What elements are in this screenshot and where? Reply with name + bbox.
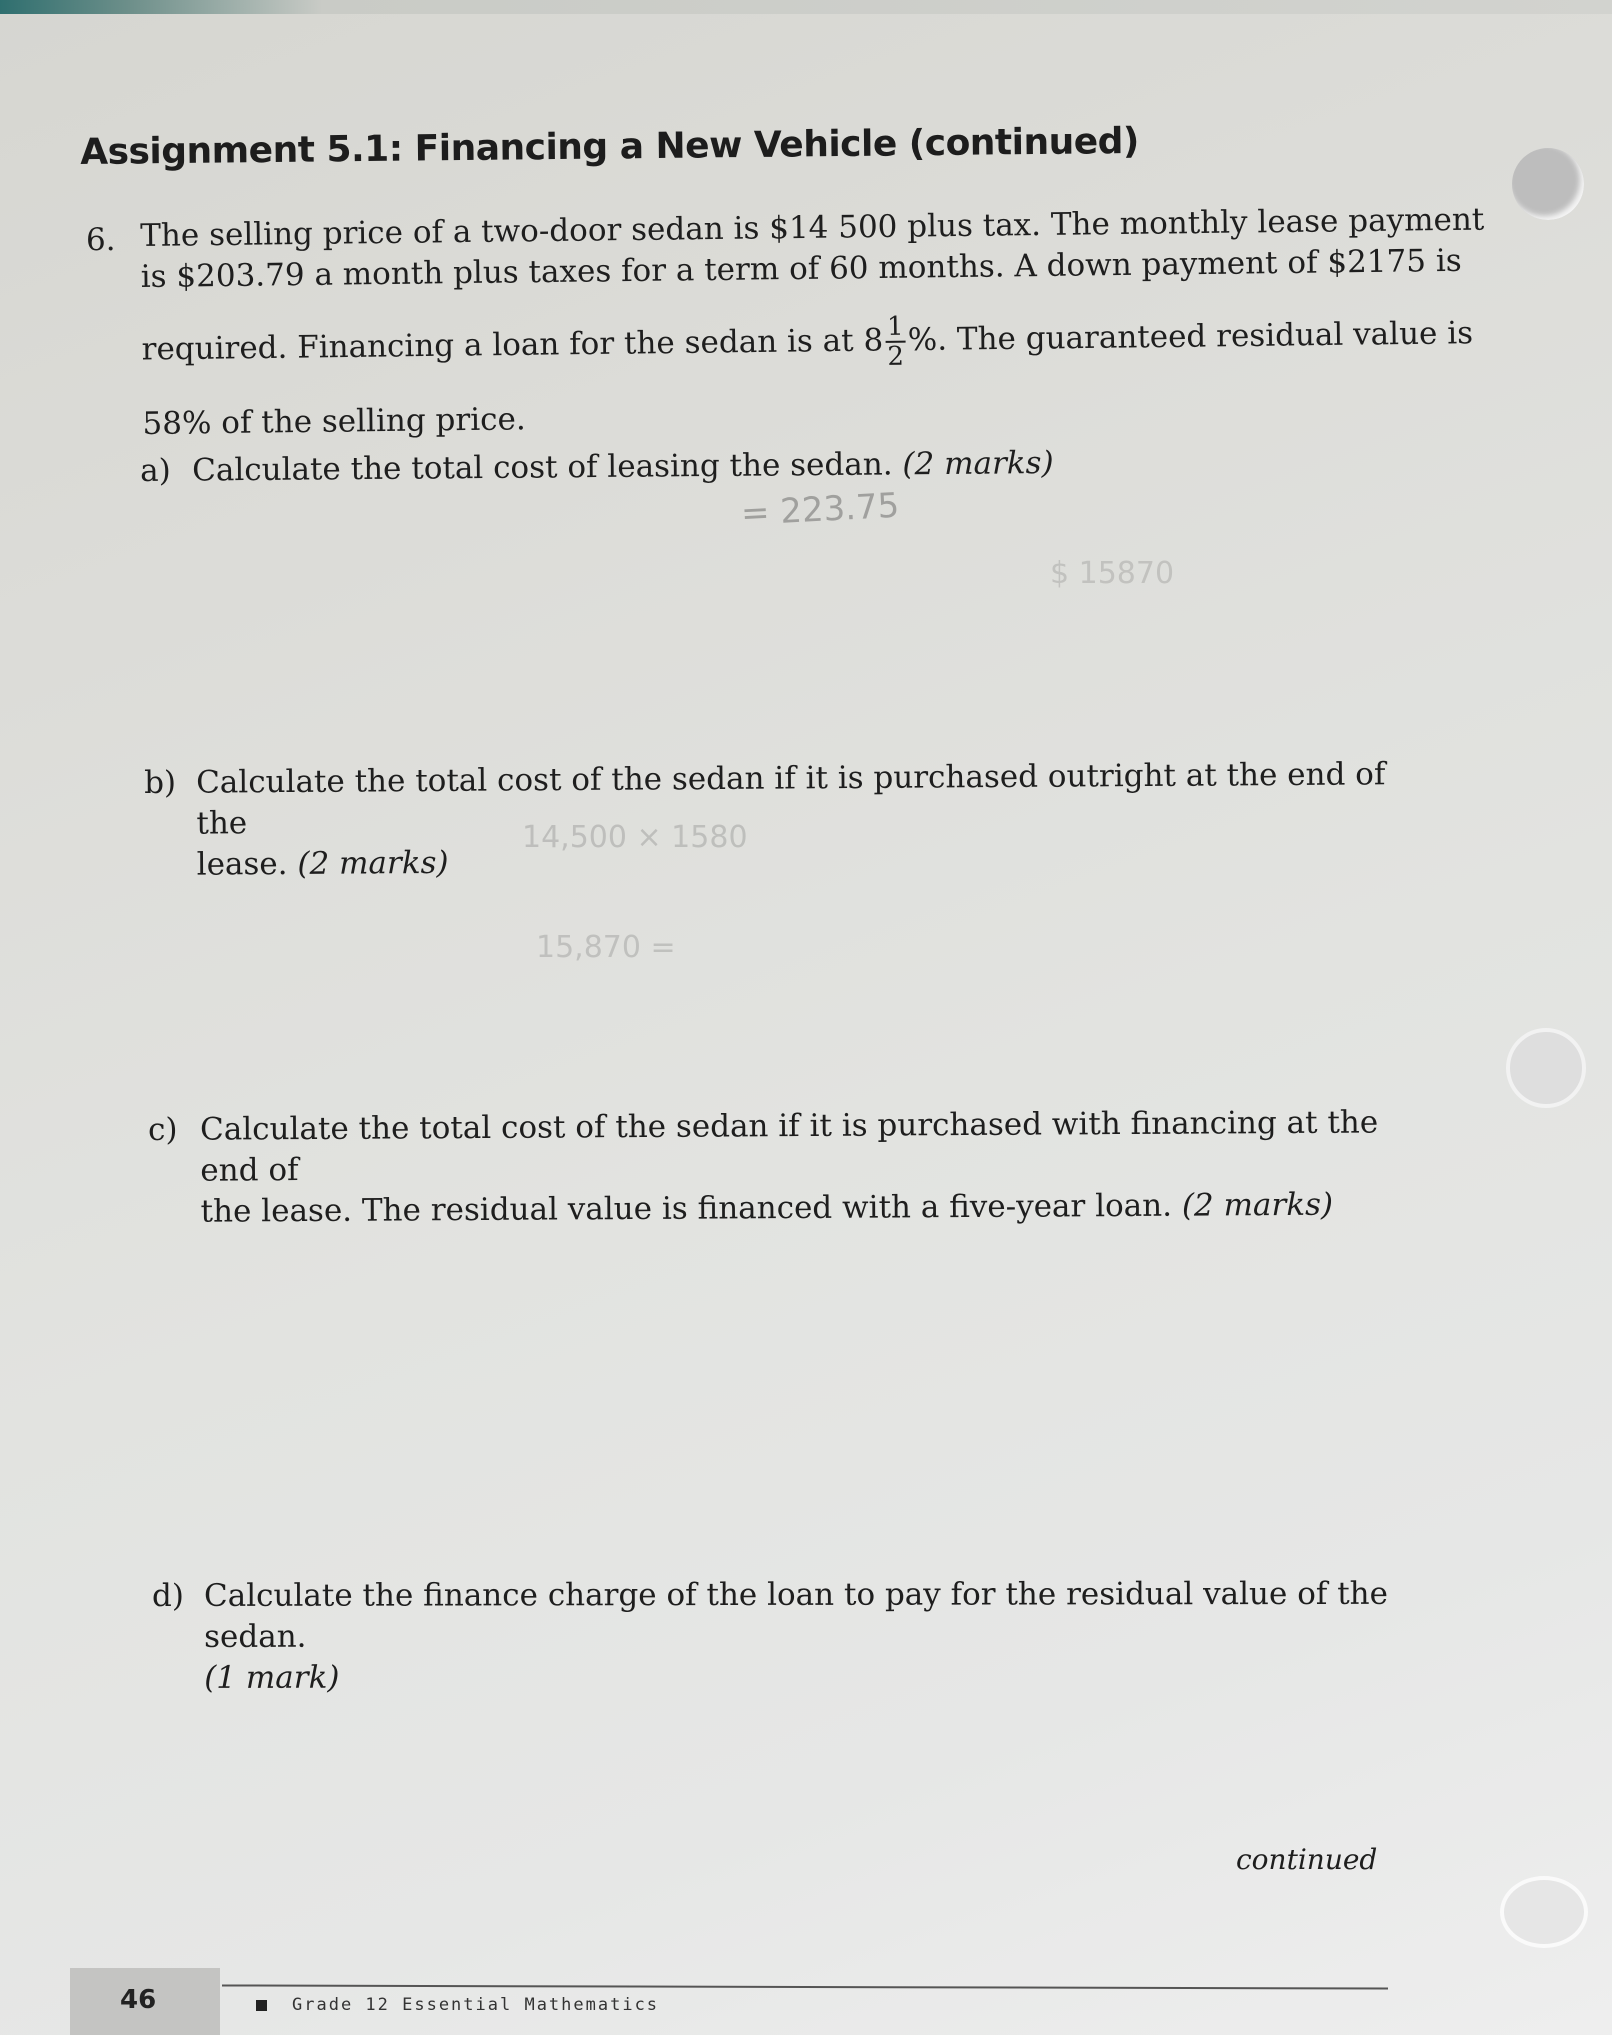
part-c-marks: (2 marks): [1181, 1186, 1334, 1224]
question-line-1: The selling price of a two-door sedan is $14 500 plus tax. The monthly lease payment: [140, 201, 1485, 254]
part-c-line-1: Calculate the total cost of the sedan if it is purchased with financing at the end of: [200, 1104, 1379, 1189]
part-d-label: d): [152, 1577, 185, 1614]
handwritten-answer-b-1: 14,500 × 1580: [522, 820, 748, 855]
footer-divider: [222, 1984, 1388, 1989]
interest-fraction: [885, 313, 906, 371]
fraction-denominator: 2: [887, 341, 905, 372]
binder-hole-middle: [1506, 1028, 1586, 1108]
handwritten-answer-a-2: $ 15870: [1050, 556, 1175, 591]
page-title: Assignment 5.1: Financing a New Vehicle (continued): [80, 120, 1140, 173]
part-c-label: c): [148, 1111, 178, 1148]
question-line-2: is $203.79 a month plus taxes for a term of 60 months. A down payment of $2175 is: [140, 242, 1462, 295]
part-b-line-2: lease.: [196, 846, 288, 883]
part-b-label: b): [144, 764, 177, 801]
part-a-marks: (2 marks): [902, 445, 1054, 483]
part-a-label: a): [140, 452, 171, 489]
part-a-text: [192, 440, 1392, 491]
continued-note: continued: [1236, 1843, 1378, 1876]
handwritten-answer-b-2: 15,870 =: [536, 930, 676, 965]
question-number: 6.: [86, 222, 116, 258]
question-text: [140, 201, 1485, 445]
binder-hole-bottom: [1500, 1876, 1588, 1948]
part-b-text: [196, 754, 1397, 885]
binder-hole-top: [1512, 148, 1584, 220]
handwritten-answer-a-1: = 223.75: [740, 485, 901, 534]
question-line-3-end: %. The guaranteed residual value is: [907, 315, 1474, 359]
part-d-marks: (1 mark): [204, 1659, 340, 1696]
footer-book-title: Grade 12 Essential Mathematics: [292, 1995, 660, 2015]
page-number: 46: [120, 1985, 157, 2015]
question-line-3: [141, 307, 1474, 380]
part-d-text: [204, 1574, 1404, 1699]
footer-bullet-icon: [256, 2000, 267, 2011]
fraction-numerator: 1: [885, 313, 906, 343]
part-b-line-1: Calculate the total cost of the sedan if it is purchased outright at the end of the: [196, 756, 1386, 842]
part-b-marks: (2 marks): [297, 844, 449, 882]
page-top-strip: [0, 0, 1612, 14]
part-d-line-1: Calculate the finance charge of the loan to pay for the residual value of the sedan.: [204, 1575, 1388, 1655]
question-line-4: 58% of the selling price.: [142, 401, 526, 442]
part-a-question: Calculate the total cost of leasing the sedan.: [192, 446, 893, 489]
question-line-3-start: required. Financing a loan for the sedan is at 8: [141, 322, 884, 368]
part-c-line-2: the lease. The residual value is financed with a five-year loan.: [200, 1187, 1173, 1230]
part-c-text: [200, 1102, 1401, 1232]
